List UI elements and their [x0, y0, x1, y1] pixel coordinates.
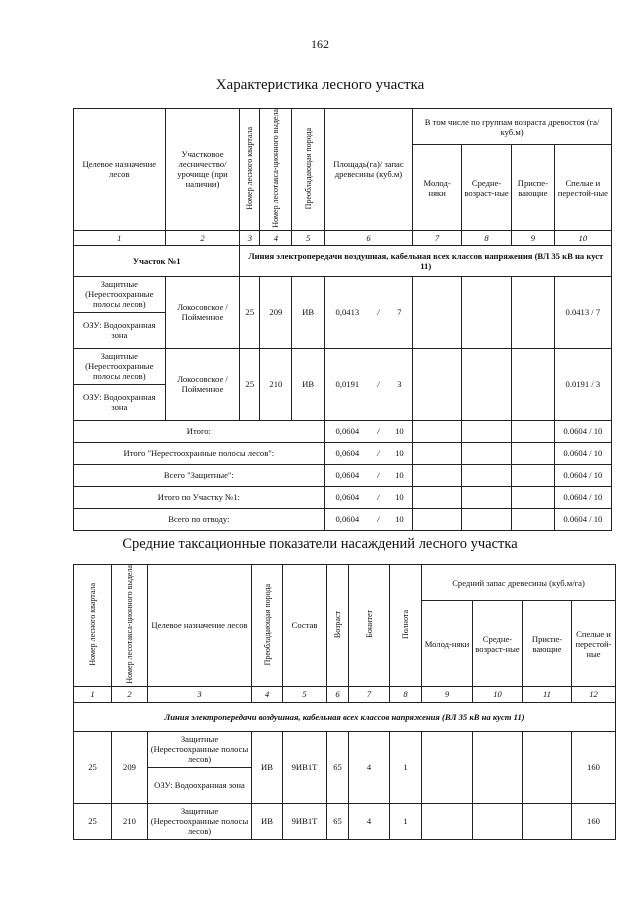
- table-cell: Итого "Нерестоохранные полосы лесов":: [74, 442, 325, 464]
- header-middle-2: Средне-возраст-ные: [473, 601, 523, 686]
- table-cell: [462, 508, 512, 530]
- table-cell: [413, 348, 462, 420]
- table-cell: 0.0413 / 7: [554, 276, 611, 348]
- table-cell: 25: [240, 276, 260, 348]
- header-bonitet: Бонитет: [364, 610, 374, 639]
- table-cell: ИВ: [292, 276, 324, 348]
- plot-header-row: [74, 245, 612, 276]
- table-cell: Локосовское / Пойменное: [165, 276, 240, 348]
- table-cell: 2: [112, 686, 148, 702]
- plot-header-row: [74, 702, 616, 731]
- table-cell: [422, 731, 473, 803]
- table-cell: 1: [74, 686, 112, 702]
- table-cell: ИВ: [252, 731, 283, 803]
- table-cell: 160: [572, 803, 616, 839]
- table-cell: [327, 565, 349, 687]
- page-number: 162: [311, 37, 329, 51]
- table-cell: 6: [327, 686, 349, 702]
- taxation-table: [73, 564, 616, 840]
- table-cell: [260, 109, 292, 231]
- table-cell: Итого:: [74, 420, 325, 442]
- header-density: Полнота: [401, 609, 410, 639]
- table-cell: [112, 565, 148, 687]
- table-cell: 209: [260, 276, 292, 348]
- table-cell: [413, 464, 462, 486]
- table-cell: [413, 508, 462, 530]
- forest-plot-table: [73, 108, 612, 531]
- table-cell: 10: [387, 508, 413, 530]
- header-young: Молод-няки: [413, 145, 462, 230]
- table-cell: [462, 442, 512, 464]
- header-avg-stock: Средний запас древесины (куб.м/га): [422, 565, 616, 601]
- table-cell: [462, 420, 512, 442]
- table-cell: 10: [554, 230, 611, 245]
- header-area: Площадь(га)/ запас древесины (куб.м): [324, 109, 412, 231]
- table-cell: /: [370, 464, 387, 486]
- table-cell: 0.0604 / 10: [554, 508, 611, 530]
- table-cell: [512, 276, 555, 348]
- header-quarter: Номер лесного квартала: [245, 127, 255, 210]
- table-cell: [413, 420, 462, 442]
- table-cell: 0,0604: [324, 508, 370, 530]
- header-maturing-2: Приспе-вающие: [523, 601, 572, 686]
- table-cell: [252, 565, 283, 687]
- header-species-2: Преобладающая порода: [262, 583, 272, 666]
- header-mature: Спелые и перестой-ные: [554, 145, 611, 230]
- header-purpose-2: Целевое назначение лесов: [148, 565, 252, 687]
- table-cell: [512, 464, 555, 486]
- table-row: [74, 803, 616, 839]
- header-composition: Состав: [283, 565, 327, 687]
- table-cell: 1: [390, 803, 422, 839]
- table-cell: 0,0604: [324, 442, 370, 464]
- table-cell: 0.0604 / 10: [554, 486, 611, 508]
- table-cell: 9ИВ1Т: [283, 731, 327, 803]
- column-numbers-row: [74, 686, 616, 702]
- table-cell: [473, 803, 523, 839]
- table-cell: 160: [572, 731, 616, 803]
- table-cell: 6: [324, 230, 412, 245]
- table-cell: [512, 420, 555, 442]
- table-cell: 7: [349, 686, 390, 702]
- table-cell: 10: [387, 486, 413, 508]
- table-cell: Защитные (Нерестоохранные полосы лесов): [148, 731, 252, 767]
- table-cell: 209: [112, 731, 148, 803]
- table-cell: 9: [422, 686, 473, 702]
- header-age-groups: В том числе по группам возраста древостоя (га/куб.м): [413, 109, 612, 145]
- table-cell: 0,0604: [324, 486, 370, 508]
- table-cell: 4: [252, 686, 283, 702]
- table-cell: [512, 508, 555, 530]
- table-cell: [462, 486, 512, 508]
- table-cell: 65: [327, 731, 349, 803]
- table-cell: 11: [523, 686, 572, 702]
- section-title-forest-plot: Характеристика лесного участка: [215, 77, 425, 93]
- table-cell: 4: [260, 230, 292, 245]
- table-cell: /: [370, 486, 387, 508]
- table-cell: [512, 442, 555, 464]
- table-cell: 0,0413: [324, 276, 370, 348]
- header-compartment-2: Номер лесотакса-ционного выдела: [125, 565, 134, 684]
- table-cell: [413, 276, 462, 348]
- table-cell: /: [370, 276, 387, 348]
- table-cell: 10: [387, 464, 413, 486]
- table-cell: Итого по Участку №1:: [74, 486, 325, 508]
- table-cell: ОЗУ: Водоохранная зона: [74, 384, 166, 420]
- table-cell: [512, 486, 555, 508]
- plot-label: Участок №1: [74, 245, 240, 276]
- table-cell: [422, 803, 473, 839]
- table-cell: 8: [390, 686, 422, 702]
- table-cell: 7: [387, 276, 413, 348]
- table-cell: [523, 803, 572, 839]
- table-cell: 5: [283, 686, 327, 702]
- total-row: [74, 464, 612, 486]
- table-cell: 1: [390, 731, 422, 803]
- table-cell: 0,0604: [324, 464, 370, 486]
- table-cell: 210: [112, 803, 148, 839]
- table-cell: 0.0604 / 10: [554, 420, 611, 442]
- header-forestry: Участковое лесничество/ урочище (при наличии): [165, 109, 240, 231]
- table-cell: 210: [260, 348, 292, 420]
- header-middle: Средне-возраст-ные: [462, 145, 512, 230]
- table-cell: 25: [240, 348, 260, 420]
- header-species: Преобладающая порода: [303, 127, 313, 210]
- table-cell: 10: [387, 442, 413, 464]
- table-cell: 3: [387, 348, 413, 420]
- table-cell: 9ИВ1Т: [283, 803, 327, 839]
- table-cell: 0.0604 / 10: [554, 464, 611, 486]
- table-cell: 0.0191 / 3: [554, 348, 611, 420]
- table-cell: 0,0604: [324, 420, 370, 442]
- plot-description-2: Линия электропередачи воздушная, кабельная всех классов напряжения (ВЛ 35 кВ на куст 11): [74, 702, 616, 731]
- table-cell: 9: [512, 230, 555, 245]
- table-cell: 5: [292, 230, 324, 245]
- table-cell: 4: [349, 731, 390, 803]
- table-cell: [413, 442, 462, 464]
- total-row: [74, 420, 612, 442]
- table-cell: [349, 565, 390, 687]
- table-cell: /: [370, 442, 387, 464]
- table-cell: /: [370, 348, 387, 420]
- table-row: [74, 276, 612, 312]
- table-cell: Всего по отводу:: [74, 508, 325, 530]
- header-mature-2: Спелые и перестой-ные: [572, 601, 616, 686]
- table-cell: [462, 276, 512, 348]
- total-row: [74, 486, 612, 508]
- header-quarter-2: Номер лесного квартала: [88, 583, 97, 666]
- table-cell: Локосовское / Пойменное: [165, 348, 240, 420]
- table-cell: 25: [74, 731, 112, 803]
- plot-description: Линия электропередачи воздушная, кабельная всех классов напряжения (ВЛ 35 кВ на куст 11): [240, 245, 612, 276]
- table-cell: Всего "Защитные":: [74, 464, 325, 486]
- table-cell: Защитные (Нерестоохранные полосы лесов): [148, 803, 252, 839]
- table-cell: [390, 565, 422, 687]
- table-cell: [462, 464, 512, 486]
- table-cell: 0.0604 / 10: [554, 442, 611, 464]
- table-row: [74, 731, 616, 767]
- table-cell: 8: [462, 230, 512, 245]
- table-cell: 10: [473, 686, 523, 702]
- table-row: [74, 348, 612, 384]
- table-cell: ОЗУ: Водоохранная зона: [74, 312, 166, 348]
- table-cell: Защитные (Нерестоохранные полосы лесов): [74, 276, 166, 312]
- table-cell: ИВ: [252, 803, 283, 839]
- table-cell: [473, 731, 523, 803]
- table-cell: 25: [74, 803, 112, 839]
- table-cell: 1: [74, 230, 166, 245]
- table-cell: 4: [349, 803, 390, 839]
- table-cell: 10: [387, 420, 413, 442]
- header-age: Возраст: [333, 610, 342, 638]
- table-cell: [292, 109, 324, 231]
- header-compartment: Номер лесотакса-ционного выдела: [271, 109, 281, 228]
- table-cell: /: [370, 420, 387, 442]
- header-purpose: Целевое назначение лесов: [74, 109, 166, 231]
- table-cell: 65: [327, 803, 349, 839]
- table-cell: [413, 486, 462, 508]
- column-numbers-row: [74, 230, 612, 245]
- table-cell: Защитные (Нерестоохранные полосы лесов): [74, 348, 166, 384]
- table-cell: ОЗУ: Водоохранная зона: [148, 767, 252, 803]
- table-cell: 0,0191: [324, 348, 370, 420]
- table-cell: ИВ: [292, 348, 324, 420]
- table-cell: 7: [413, 230, 462, 245]
- total-row: [74, 508, 612, 530]
- table-cell: [523, 731, 572, 803]
- table-cell: 3: [148, 686, 252, 702]
- header-maturing: Приспе-вающие: [512, 145, 555, 230]
- table-cell: [240, 109, 260, 231]
- table-cell: /: [370, 508, 387, 530]
- section-title-taxation: Средние таксационные показатели насаждений лесного участка: [122, 536, 518, 552]
- header-young-2: Молод-няки: [422, 601, 473, 686]
- table-cell: [512, 348, 555, 420]
- total-row: [74, 442, 612, 464]
- table-cell: 3: [240, 230, 260, 245]
- table-cell: 2: [165, 230, 240, 245]
- table-cell: 12: [572, 686, 616, 702]
- table-cell: [74, 565, 112, 687]
- table-cell: [462, 348, 512, 420]
